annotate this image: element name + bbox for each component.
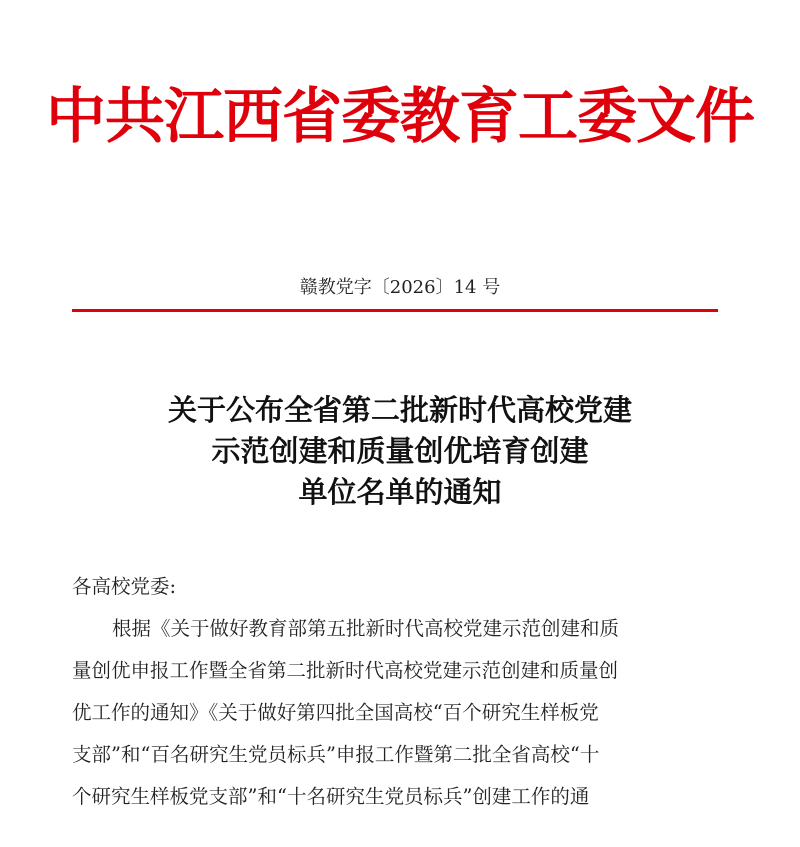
document-number: 赣教党字〔2026〕14 号 bbox=[299, 277, 501, 298]
paragraph-line: 量创优申报工作暨全省第二批新时代高校党建示范创建和质量创 bbox=[72, 659, 619, 682]
notice-title bbox=[0, 390, 800, 513]
masthead-title: 中共江西省委教育工委文件 bbox=[46, 82, 754, 152]
title-line: 单位名单的通知 bbox=[298, 475, 502, 509]
title-line: 示范创建和质量创优培育创建 bbox=[211, 434, 589, 468]
paragraph-line: 优工作的通知》《关于做好第四批全国高校“百个研究生样板党 bbox=[72, 701, 599, 724]
title-line: 关于公布全省第二批新时代高校党建 bbox=[167, 393, 632, 427]
notice-body bbox=[72, 566, 722, 818]
paragraph-line: 根据《关于做好教育部第五批新时代高校党建示范创建和质 bbox=[112, 617, 620, 640]
salutation: 各高校党委: bbox=[72, 575, 177, 598]
red-divider-line bbox=[72, 309, 718, 312]
paragraph-line: 个研究生样板党支部”和“十名研究生党员标兵”创建工作的通 bbox=[72, 785, 590, 808]
paragraph-line: 支部”和“百名研究生党员标兵”申报工作暨第二批全省高校“十 bbox=[72, 743, 600, 766]
